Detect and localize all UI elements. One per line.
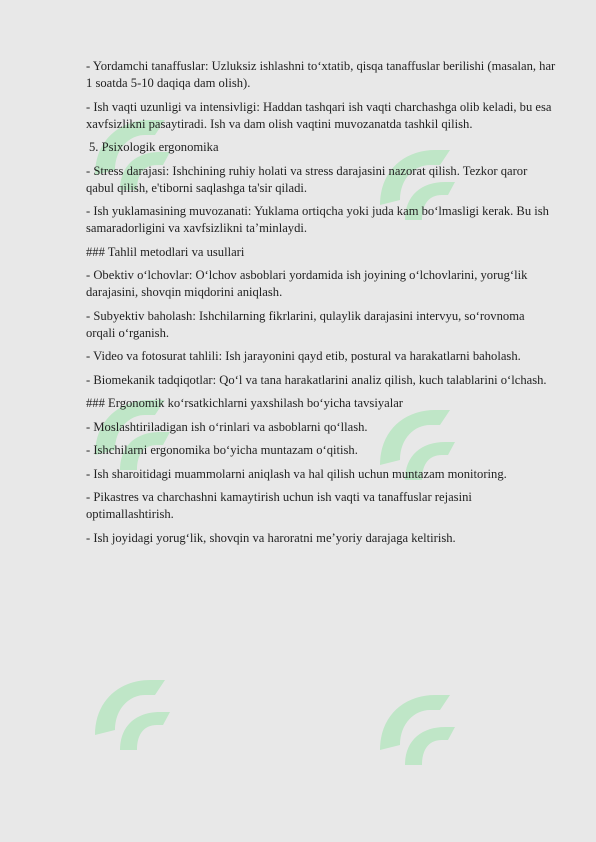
paragraph: - Subyektiv baholash: Ishchilarning fikrlarini, qulaylik darajasini intervyu, so‘rovnoma orqali o‘rganish. <box>86 308 525 340</box>
section-heading: ### Tahlil metodlari va usullari <box>86 244 245 259</box>
list-item: - Ishchilarni ergonomika bo‘yicha muntazam o‘qitish. <box>86 443 358 457</box>
paragraph: - Ish yuklamasining muvozanati: Yuklama ortiqcha yoki juda kam bo‘lmasligi kerak. Bu ish samaradorligini va xavfsizlikni ta’minlaydi. <box>86 204 549 235</box>
paragraph: - Ish vaqti uzunligi va intensivligi: Haddan tashqari ish vaqti charchashga olib keladi, bu esa xavfsizlikni pasaytiradi. Ish va dam olish vaqtini muvozanatda tashkil qilish. <box>86 99 552 131</box>
list-item: - Moslashtiriladigan ish o‘rinlari va asboblarni qo‘llash. <box>86 419 368 434</box>
watermark-logo-icon <box>360 655 480 785</box>
section-heading: ### Ergonomik ko‘rsatkichlarni yaxshilash bo‘yicha tavsiyalar <box>86 396 403 410</box>
list-item: - Ish joyidagi yorug‘lik, shovqin va haroratni me’yoriy darajaga keltirish. <box>86 530 456 545</box>
document-body <box>86 58 556 553</box>
paragraph: - Yordamchi tanaffuslar: Uzluksiz ishlashni to‘xtatib, qisqa tanaffuslar berilishi (masalan, har 1 soatda 5-10 daqiqa dam olish). <box>86 59 556 90</box>
watermark-logo-icon <box>75 640 195 770</box>
section-heading: 5. Psixologik ergonomika <box>89 140 219 154</box>
paragraph: - Obektiv o‘lchovlar: O‘lchov asboblari yordamida ish joyining o‘lchovlarini, yorug‘lik darajasini, shovqin miqdorini aniqlash. <box>86 268 528 299</box>
paragraph: - Stress darajasi: Ishchining ruhiy holati va stress darajasini nazorat qilish. Tezkor qaror qabul qilish, e'tiborni saqlashga ta'sir qiladi. <box>86 163 528 195</box>
paragraph: - Biomekanik tadqiqotlar: Qo‘l va tana harakatlarini analiz qilish, kuch talablarini o‘lchash. <box>86 372 547 387</box>
list-item: - Pikastres va charchashni kamaytirish uchun ish vaqti va tanaffuslar rejasini optimallashtirish. <box>86 490 472 521</box>
list-item: - Ish sharoitidagi muammolarni aniqlash va hal qilish uchun muntazam monitoring. <box>86 466 507 481</box>
paragraph: - Video va fotosurat tahlili: Ish jarayonini qayd etib, postural va harakatlarni baholash. <box>86 349 521 363</box>
